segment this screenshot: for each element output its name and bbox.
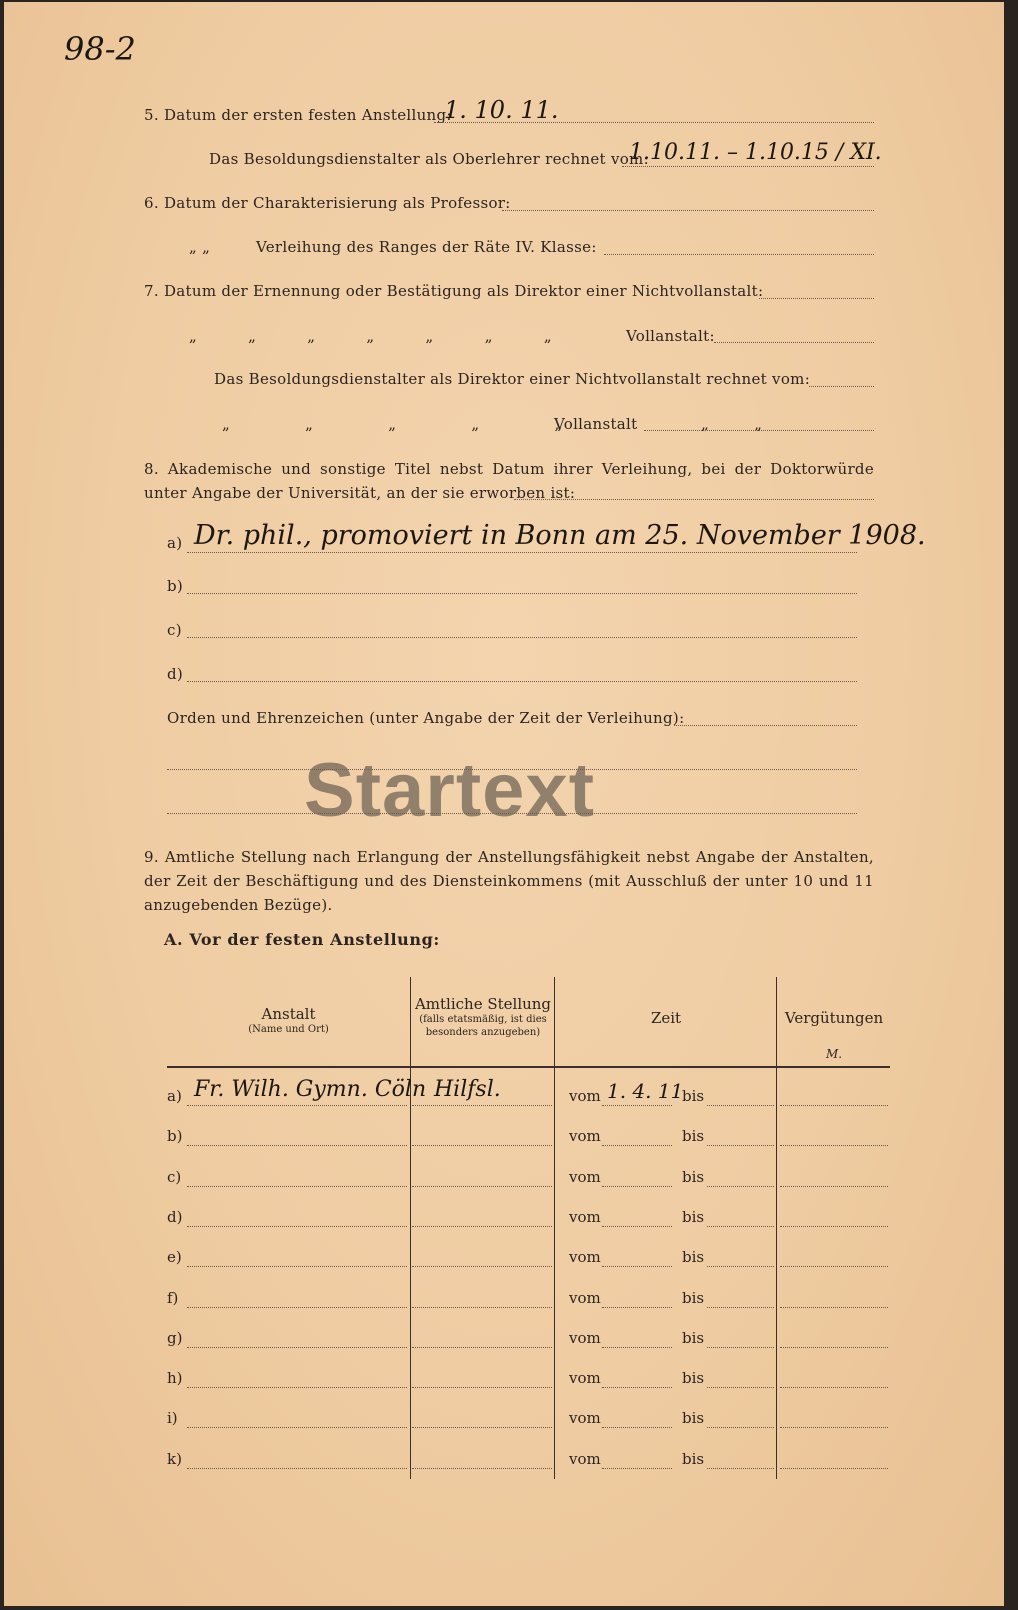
anstalt-dots [187,1387,407,1388]
header-unit-label: M. [825,1047,843,1061]
vom-dots [602,1347,672,1348]
item-7c-label: Das Besoldungsdienstalter als Direktor einer Nichtvollanstalt rechnet vom: [214,370,811,388]
bis-label: bis [682,1208,705,1226]
col-sep-1 [410,977,411,1479]
stellung-dots [412,1347,552,1348]
item-5b-dots [622,166,874,167]
row-label: c) [167,1168,182,1186]
stellung-dots [412,1468,552,1469]
stellung-dots [412,1226,552,1227]
vom-dots [602,1145,672,1146]
section-a-heading: A. Vor der festen Anstellung: [164,930,440,949]
vom-dots [602,1387,672,1388]
orden-label: Orden und Ehrenzeichen (unter Angabe der Zeit der Verleihung): [167,709,685,727]
anstalt-dots [187,1427,407,1428]
corner-note: 98-2 [64,30,136,68]
item-6b-label: Verleihung des Ranges der Räte IV. Klasse: [256,238,597,256]
bis-dots [707,1387,774,1388]
verguetung-dots [780,1226,888,1227]
vom-label: vom [569,1409,601,1427]
item-6-label: 6. Datum der Charakterisierung als Professor: [144,194,511,212]
verguetung-dots [780,1145,888,1146]
item-6-dots [502,210,874,211]
stellung-dots [412,1186,552,1187]
header-stellung-label: Amtliche Stellung [414,995,552,1013]
row-label: k) [167,1450,182,1468]
vom-label: vom [569,1127,601,1145]
anstalt-dots [187,1186,407,1187]
verguetung-dots [780,1427,888,1428]
vom-dots [602,1186,672,1187]
item-8a-dots [187,552,857,553]
item-7-label: 7. Datum der Ernennung oder Bestätigung als Direktor einer Nichtvollanstalt: [144,282,764,300]
vom-label: vom [569,1208,601,1226]
vom-label: vom [569,1450,601,1468]
item-5-dots [434,122,874,123]
vom-dots [602,1105,672,1106]
item-5-value: 1. 10. 11. [444,96,559,124]
item-8b-dots [187,593,857,594]
header-zeit-label: Zeit [650,1009,682,1027]
item-8c-dots [187,637,857,638]
vom-label: vom [569,1369,601,1387]
header-unit [778,1047,890,1061]
item-8a-label: a) [167,534,183,552]
row-label: h) [167,1369,183,1387]
row-label: b) [167,1127,183,1145]
anstalt-dots [187,1145,407,1146]
vom-dots [602,1226,672,1227]
bis-label: bis [682,1168,705,1186]
bis-dots [707,1347,774,1348]
bis-label: bis [682,1087,705,1105]
anstalt-dots [187,1105,407,1106]
bis-label: bis [682,1329,705,1347]
header-verguetung [778,1009,890,1027]
vom-value: 1. 4. 11 [607,1079,684,1103]
vom-label: vom [569,1168,601,1186]
anstalt-dots [187,1266,407,1267]
bis-label: bis [682,1127,705,1145]
header-anstalt-sub: (Name und Ort) [248,1024,329,1035]
verguetung-dots [780,1387,888,1388]
row-label: d) [167,1208,183,1226]
item-7d-ditto-2: „ „ [701,415,763,433]
item-8d-dots [187,681,857,682]
anstalt-dots [187,1307,407,1308]
row-label: e) [167,1248,182,1266]
item-8a-value: Dr. phil., promoviert in Bonn am 25. November 1908. [194,520,926,551]
item-8c-label: c) [167,621,182,639]
item-7b-dots [714,342,874,343]
vom-dots [602,1427,672,1428]
bis-dots [707,1186,774,1187]
vom-label: vom [569,1329,601,1347]
bis-dots [707,1468,774,1469]
bis-dots [707,1226,774,1227]
item-8-text: 8. Akademische und sonstige Titel nebst Datum ihrer Verleihung, bei der Doktorwürde unter Angabe der Universität, an der sie erworben ist: [144,460,874,502]
header-anstalt [167,1005,410,1036]
row-label: g) [167,1329,183,1347]
verguetung-dots [780,1307,888,1308]
bis-label: bis [682,1289,705,1307]
vom-label: vom [569,1289,601,1307]
header-stellung-sub: (falls etatsmäßig, ist dies besonders anzugeben) [419,1014,547,1038]
verguetung-dots [780,1186,888,1187]
verguetung-dots [780,1347,888,1348]
header-verguetung-label: Vergütungen [784,1009,884,1027]
item-5b-label: Das Besoldungsdienstalter als Oberlehrer rechnet vom: [209,150,649,168]
document-page [4,2,1004,1606]
stellung-value: Hilfsl. [434,1077,501,1102]
bis-dots [707,1307,774,1308]
stellung-dots [412,1145,552,1146]
bis-dots [707,1427,774,1428]
stellung-dots [412,1266,552,1267]
col-sep-2 [554,977,555,1479]
anstalt-dots [187,1226,407,1227]
stellung-dots [412,1307,552,1308]
bis-label: bis [682,1450,705,1468]
vom-dots [602,1468,672,1469]
vom-label: vom [569,1087,601,1105]
anstalt-dots [187,1347,407,1348]
anstalt-value: Fr. Wilh. Gymn. Cöln [194,1077,427,1102]
table-header-rule [167,1066,890,1068]
bis-label: bis [682,1409,705,1427]
verguetung-dots [780,1105,888,1106]
verguetung-dots [780,1266,888,1267]
row-label: i) [167,1409,178,1427]
item-6b-ditto: „ „ [189,238,211,256]
item-7d-dots [644,430,874,431]
bis-label: bis [682,1248,705,1266]
item-7b-label: Vollanstalt: [626,327,715,345]
bis-dots [707,1105,774,1106]
col-sep-3 [776,977,777,1479]
item-7d-label: Vollanstalt [554,415,638,433]
vom-label: vom [569,1248,601,1266]
bis-label: bis [682,1369,705,1387]
stellung-dots [412,1387,552,1388]
bis-dots [707,1145,774,1146]
item-7c-dots [809,386,874,387]
item-7b-ditto: „ „ „ „ „ „ „ [189,327,552,345]
item-9-text: 9. Amtliche Stellung nach Erlangung der Anstellungsfähigkeit nebst Angabe der Anstalten, der Zeit der Beschäftigung und des Diensteinkommens (mit Ausschluß der unter 10 und 11 anzugebenden Bezüge). [144,848,874,914]
vom-dots [602,1266,672,1267]
item-6b-dots [604,254,874,255]
orden-dots-1 [674,725,857,726]
row-label: f) [167,1289,179,1307]
item-7d-ditto-1: „ „ „ „ „ [222,415,563,433]
watermark: Startext [304,748,595,833]
verguetung-dots [780,1468,888,1469]
item-8d-label: d) [167,665,184,683]
header-zeit [556,1009,776,1027]
header-stellung [414,995,552,1039]
row-label: a) [167,1087,182,1105]
bis-dots [707,1266,774,1267]
header-anstalt-label: Anstalt [261,1005,316,1023]
stellung-dots [412,1105,552,1106]
vom-dots [602,1307,672,1308]
item-8-dots [514,499,874,500]
item-5b-value: 1.10.11. – 1.10.15 / XI. [629,140,882,165]
item-8b-label: b) [167,577,184,595]
item-5-label: 5. Datum der ersten festen Anstellung: [144,106,452,124]
item-7-dots [759,298,874,299]
stellung-dots [412,1427,552,1428]
anstalt-dots [187,1468,407,1469]
